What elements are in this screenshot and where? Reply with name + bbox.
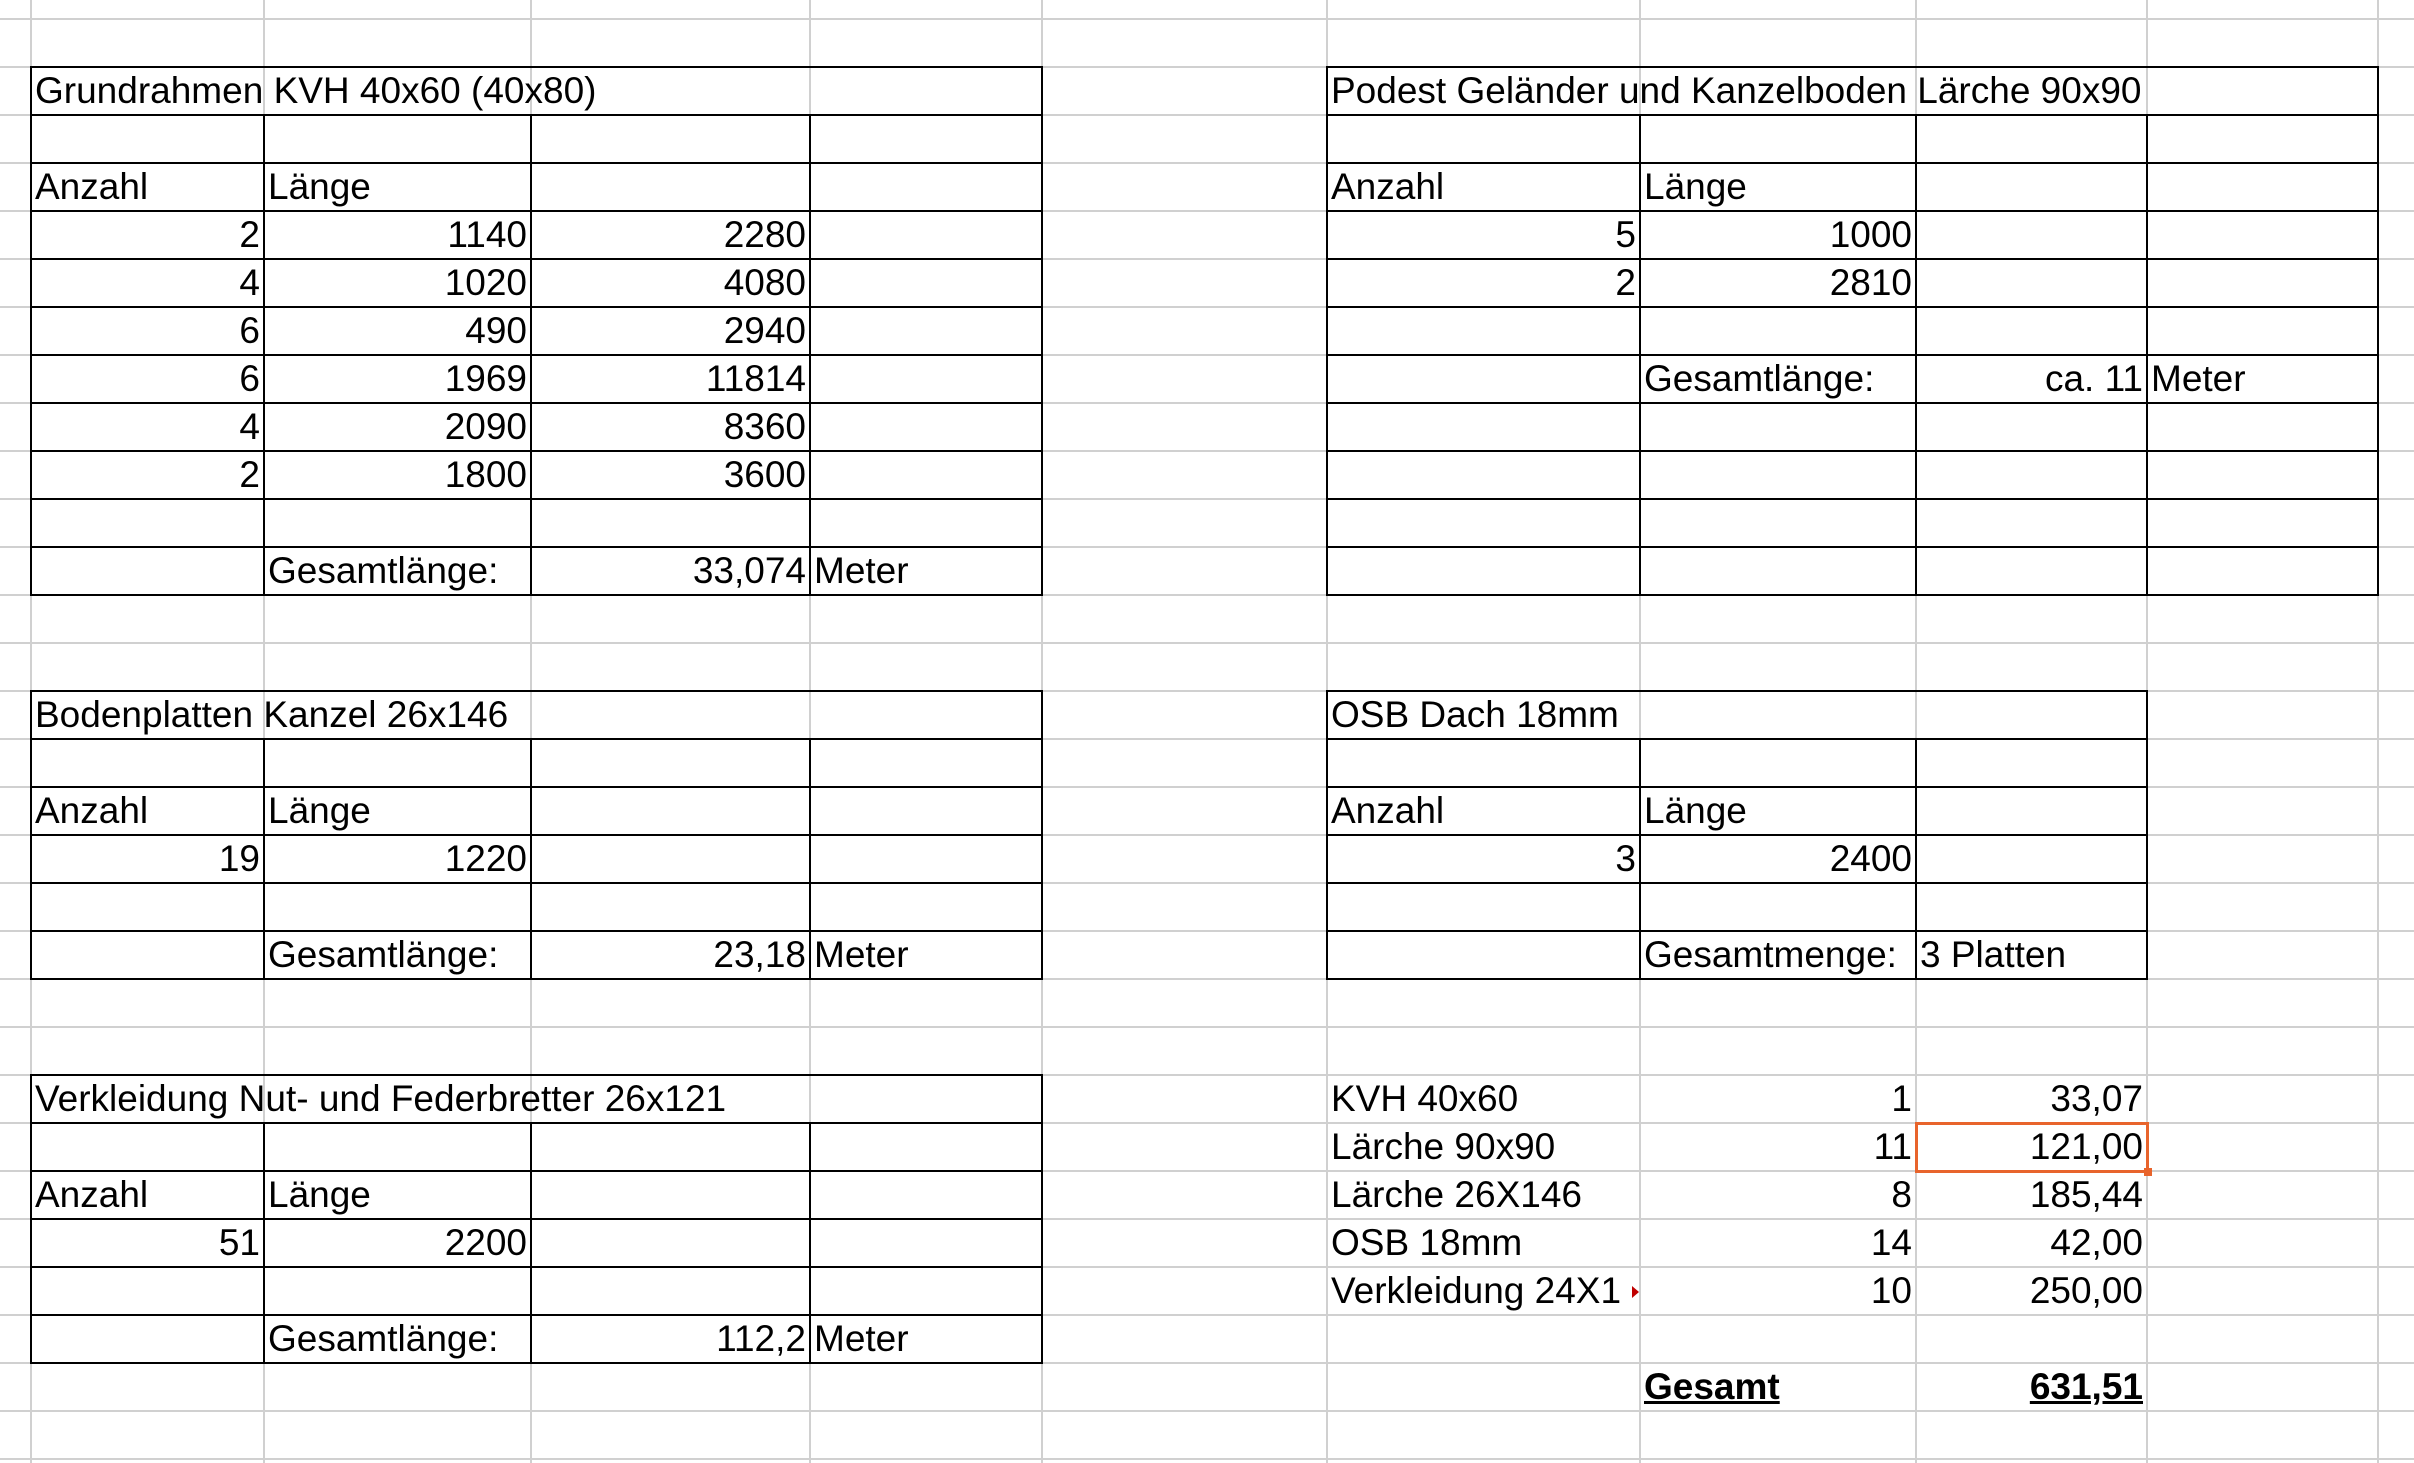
summary-item-qty[interactable]: 8	[1891, 1174, 1912, 1215]
podest-title[interactable]: Podest Geländer und Kanzelboden Lärche 90x90	[1331, 70, 2142, 111]
length-cell[interactable]: 2400	[1829, 838, 1912, 879]
length-cell[interactable]: 2810	[1829, 262, 1912, 303]
total-cell[interactable]: 2280	[723, 214, 806, 255]
summary-item-name[interactable]: Verkleidung 24X1	[1331, 1270, 1622, 1311]
sum-value[interactable]: 33,074	[692, 550, 806, 591]
table-border	[1326, 498, 2379, 500]
sum-unit[interactable]: Meter	[814, 1318, 909, 1359]
table-border	[1326, 450, 2379, 452]
fill-handle[interactable]	[2144, 1168, 2152, 1176]
sum-label[interactable]: Gesamtlänge:	[268, 1318, 499, 1359]
total-cell[interactable]: 11814	[705, 358, 806, 399]
total-cell[interactable]: 2940	[723, 310, 806, 351]
length-cell[interactable]: 1969	[444, 358, 527, 399]
header-laenge[interactable]: Länge	[268, 166, 371, 207]
summary-item-name[interactable]: OSB 18mm	[1331, 1222, 1523, 1263]
summary-item-value[interactable]: 121,00	[2029, 1126, 2143, 1167]
osb-title[interactable]: OSB Dach 18mm	[1331, 694, 1619, 735]
summary-item-qty[interactable]: 11	[1873, 1126, 1912, 1167]
bodenplatten-title[interactable]: Bodenplatten Kanzel 26x146	[35, 694, 509, 735]
grid-row-line	[0, 1026, 2414, 1028]
count-cell[interactable]: 19	[218, 838, 260, 879]
summary-item-value[interactable]: 33,07	[2050, 1078, 2143, 1119]
table-border	[1326, 546, 2379, 548]
sum-label[interactable]: Gesamtmenge:	[1644, 934, 1897, 975]
sum-unit[interactable]: Meter	[814, 550, 909, 591]
length-cell[interactable]: 1140	[447, 214, 527, 255]
verkleidung-title[interactable]: Verkleidung Nut- und Federbretter 26x121	[35, 1078, 727, 1119]
text-overflow-indicator	[1632, 1286, 1639, 1298]
sum-unit[interactable]: Meter	[814, 934, 909, 975]
count-cell[interactable]: 2	[239, 454, 260, 495]
total-cell[interactable]: 3600	[723, 454, 806, 495]
header-laenge[interactable]: Länge	[268, 790, 371, 831]
header-laenge[interactable]: Länge	[1644, 166, 1747, 207]
summary-total-label[interactable]: Gesamt	[1644, 1366, 1780, 1407]
summary-item-value[interactable]: 42,00	[2050, 1222, 2143, 1263]
count-cell[interactable]: 51	[218, 1222, 260, 1263]
length-cell[interactable]: 1800	[444, 454, 527, 495]
grundrahmen-title[interactable]: Grundrahmen KVH 40x60 (40x80)	[35, 70, 597, 111]
summary-item-qty[interactable]: 14	[1870, 1222, 1912, 1263]
count-cell[interactable]: 5	[1615, 214, 1636, 255]
length-cell[interactable]: 1000	[1829, 214, 1912, 255]
count-cell[interactable]: 6	[239, 310, 260, 351]
count-cell[interactable]: 3	[1615, 838, 1636, 879]
grid-row-line	[0, 1458, 2414, 1460]
length-cell[interactable]: 2200	[444, 1222, 527, 1263]
length-cell[interactable]: 1020	[444, 262, 527, 303]
header-anzahl[interactable]: Anzahl	[35, 166, 149, 207]
sum-label[interactable]: Gesamtlänge:	[268, 934, 499, 975]
header-laenge[interactable]: Länge	[1644, 790, 1747, 831]
summary-item-qty[interactable]: 1	[1891, 1078, 1912, 1119]
sum-value[interactable]: ca. 11	[2044, 358, 2143, 399]
sum-label[interactable]: Gesamtlänge:	[1644, 358, 1875, 399]
summary-item-name[interactable]: Lärche 26X146	[1331, 1174, 1582, 1215]
count-cell[interactable]: 2	[1615, 262, 1636, 303]
length-cell[interactable]: 2090	[444, 406, 527, 447]
table-border	[1041, 66, 1043, 596]
summary-item-name[interactable]: KVH 40x60	[1331, 1078, 1519, 1119]
count-cell[interactable]: 4	[239, 262, 260, 303]
summary-item-value[interactable]: 250,00	[2029, 1270, 2143, 1311]
header-laenge[interactable]: Länge	[268, 1174, 371, 1215]
count-cell[interactable]: 6	[239, 358, 260, 399]
header-anzahl[interactable]: Anzahl	[35, 1174, 149, 1215]
summary-item-qty[interactable]: 10	[1870, 1270, 1912, 1311]
length-cell[interactable]: 490	[465, 310, 527, 351]
total-cell[interactable]: 8360	[723, 406, 806, 447]
header-anzahl[interactable]: Anzahl	[1331, 166, 1445, 207]
sum-unit[interactable]: Meter	[2151, 358, 2246, 399]
table-border	[2146, 114, 2148, 596]
table-border	[1326, 594, 2379, 596]
sum-value[interactable]: 23,18	[713, 934, 806, 975]
summary-item-value[interactable]: 185,44	[2029, 1174, 2143, 1215]
length-cell[interactable]: 1220	[444, 838, 527, 879]
table-border	[1326, 66, 1328, 596]
summary-item-name[interactable]: Lärche 90x90	[1331, 1126, 1556, 1167]
sum-label[interactable]: Gesamtlänge:	[268, 550, 499, 591]
summary-total-value[interactable]: 631,51	[2029, 1366, 2143, 1407]
sum-value[interactable]: 3 Platten	[1920, 934, 2067, 975]
total-cell[interactable]: 4080	[723, 262, 806, 303]
sum-value[interactable]: 112,2	[716, 1318, 806, 1359]
table-border	[2377, 66, 2379, 596]
grid-row-line	[0, 18, 2414, 20]
count-cell[interactable]: 4	[239, 406, 260, 447]
header-anzahl[interactable]: Anzahl	[35, 790, 149, 831]
header-anzahl[interactable]: Anzahl	[1331, 790, 1445, 831]
count-cell[interactable]: 2	[239, 214, 260, 255]
grid-row-line	[0, 642, 2414, 644]
